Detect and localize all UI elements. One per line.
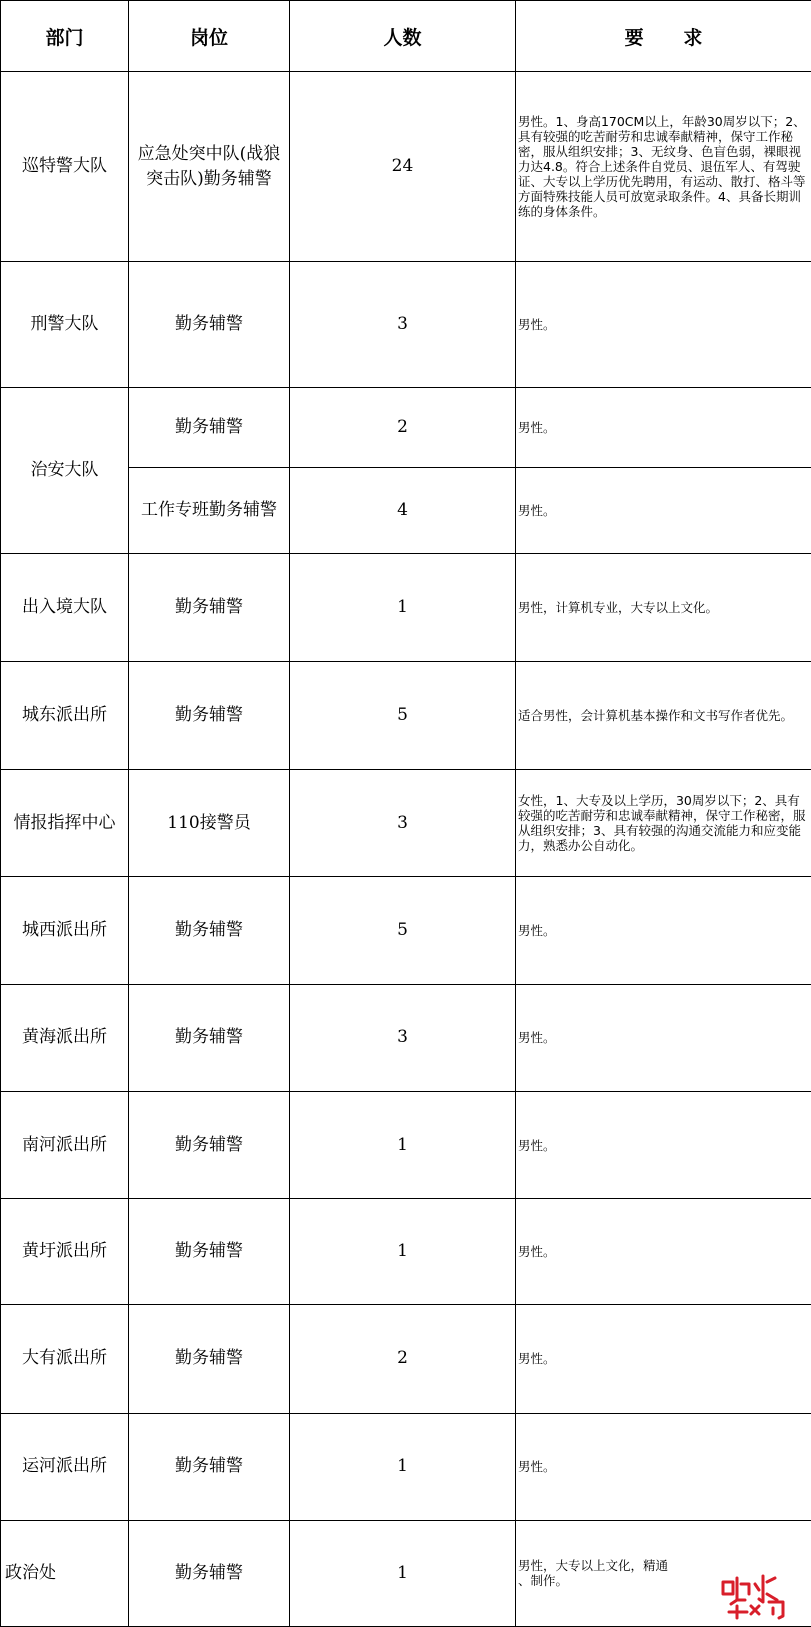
post-cell: 勤务辅警 <box>129 1092 290 1199</box>
table-row <box>1 877 811 984</box>
table-row <box>1 1092 811 1199</box>
post-cell: 勤务辅警 <box>129 1414 290 1520</box>
table-row <box>1 262 811 388</box>
count-cell: 4 <box>290 468 516 554</box>
post-cell: 勤务辅警 <box>129 661 290 769</box>
table-row <box>1 1304 811 1413</box>
table-row <box>1 769 811 876</box>
count-cell: 5 <box>290 661 516 769</box>
requirement-cell: 适合男性，会计算机基本操作和文书写作者优先。 <box>516 661 811 769</box>
table-row <box>1 388 811 468</box>
requirement-cell: 男性。 <box>516 388 811 468</box>
post-cell: 勤务辅警 <box>129 1520 290 1626</box>
dept-cell: 城东派出所 <box>1 661 129 769</box>
post-cell: 勤务辅警 <box>129 1199 290 1304</box>
header-count: 人数 <box>290 1 516 72</box>
post-cell: 勤务辅警 <box>129 877 290 984</box>
count-cell: 1 <box>290 1414 516 1520</box>
count-cell: 1 <box>290 1199 516 1304</box>
table-row <box>1 1520 811 1626</box>
requirement-cell <box>516 1520 811 1626</box>
header-post: 岗位 <box>129 1 290 72</box>
requirement-cell: 男性。 <box>516 1199 811 1304</box>
dept-cell: 黄海派出所 <box>1 984 129 1091</box>
table-row <box>1 661 811 769</box>
table-row <box>1 1414 811 1520</box>
count-cell: 1 <box>290 1520 516 1626</box>
post-cell: 勤务辅警 <box>129 554 290 661</box>
count-cell: 5 <box>290 877 516 984</box>
watermark-logo <box>717 1572 797 1622</box>
dept-cell: 城西派出所 <box>1 877 129 984</box>
header-dept: 部门 <box>1 1 129 72</box>
count-cell: 1 <box>290 1092 516 1199</box>
requirement-cell: 男性。 <box>516 1092 811 1199</box>
dept-cell: 大有派出所 <box>1 1304 129 1413</box>
header-requirements: 要 求 <box>516 1 811 72</box>
requirement-cell: 男性。 <box>516 984 811 1091</box>
requirement-cell: 男性。 <box>516 468 811 554</box>
table-row <box>1 72 811 262</box>
requirement-cell: 男性。 <box>516 1414 811 1520</box>
header-row <box>1 1 811 72</box>
post-cell: 勤务辅警 <box>129 1304 290 1413</box>
requirement-cell: 男性，计算机专业，大专以上文化。 <box>516 554 811 661</box>
dept-cell: 出入境大队 <box>1 554 129 661</box>
post-cell: 勤务辅警 <box>129 388 290 468</box>
count-cell: 3 <box>290 769 516 876</box>
table-row <box>1 1199 811 1304</box>
requirement-cell: 男性。1、身高170CM以上，年龄30周岁以下；2、具有较强的吃苦耐劳和忠诚奉献精神，保守工作秘密，服从组织安排；3、无纹身、色盲色弱，裸眼视力达4.8。符合上述条件自党员、退伍军人、有驾驶证、大专以上学历优先聘用，有运动、散打、格斗等方面特殊技能人员可放宽录取条件。4、具备长期训练的身体条件。 <box>516 72 811 262</box>
requirement-cell: 男性。 <box>516 877 811 984</box>
count-cell: 3 <box>290 984 516 1091</box>
dept-cell: 政治处 <box>1 1520 129 1626</box>
dept-cell: 黄圩派出所 <box>1 1199 129 1304</box>
requirement-cell: 男性。 <box>516 262 811 388</box>
count-cell: 2 <box>290 388 516 468</box>
post-cell: 勤务辅警 <box>129 984 290 1091</box>
requirement-text-cont: 、制作。 <box>518 1573 569 1589</box>
post-cell: 勤务辅警 <box>129 262 290 388</box>
count-cell: 24 <box>290 72 516 262</box>
table-row <box>1 554 811 661</box>
dept-cell: 运河派出所 <box>1 1414 129 1520</box>
dept-cell: 情报指挥中心 <box>1 769 129 876</box>
count-cell: 3 <box>290 262 516 388</box>
requirement-cell: 女性，1、大专及以上学历，30周岁以下；2、具有较强的吃苦耐劳和忠诚奉献精神，保守工作秘密，服从组织安排；3、具有较强的沟通交流能力和应变能力，熟悉办公自动化。 <box>516 769 811 876</box>
count-cell: 2 <box>290 1304 516 1413</box>
dept-cell: 治安大队 <box>1 388 129 554</box>
dept-cell: 巡特警大队 <box>1 72 129 262</box>
count-cell: 1 <box>290 554 516 661</box>
dept-cell: 刑警大队 <box>1 262 129 388</box>
post-cell: 应急处突中队(战狼突击队)勤务辅警 <box>129 72 290 262</box>
post-cell: 工作专班勤务辅警 <box>129 468 290 554</box>
dept-cell: 南河派出所 <box>1 1092 129 1199</box>
table-row <box>1 984 811 1091</box>
post-cell: 110接警员 <box>129 769 290 876</box>
requirement-cell: 男性。 <box>516 1304 811 1413</box>
requirement-text: 男性，大专以上文化，精通 <box>518 1558 669 1574</box>
